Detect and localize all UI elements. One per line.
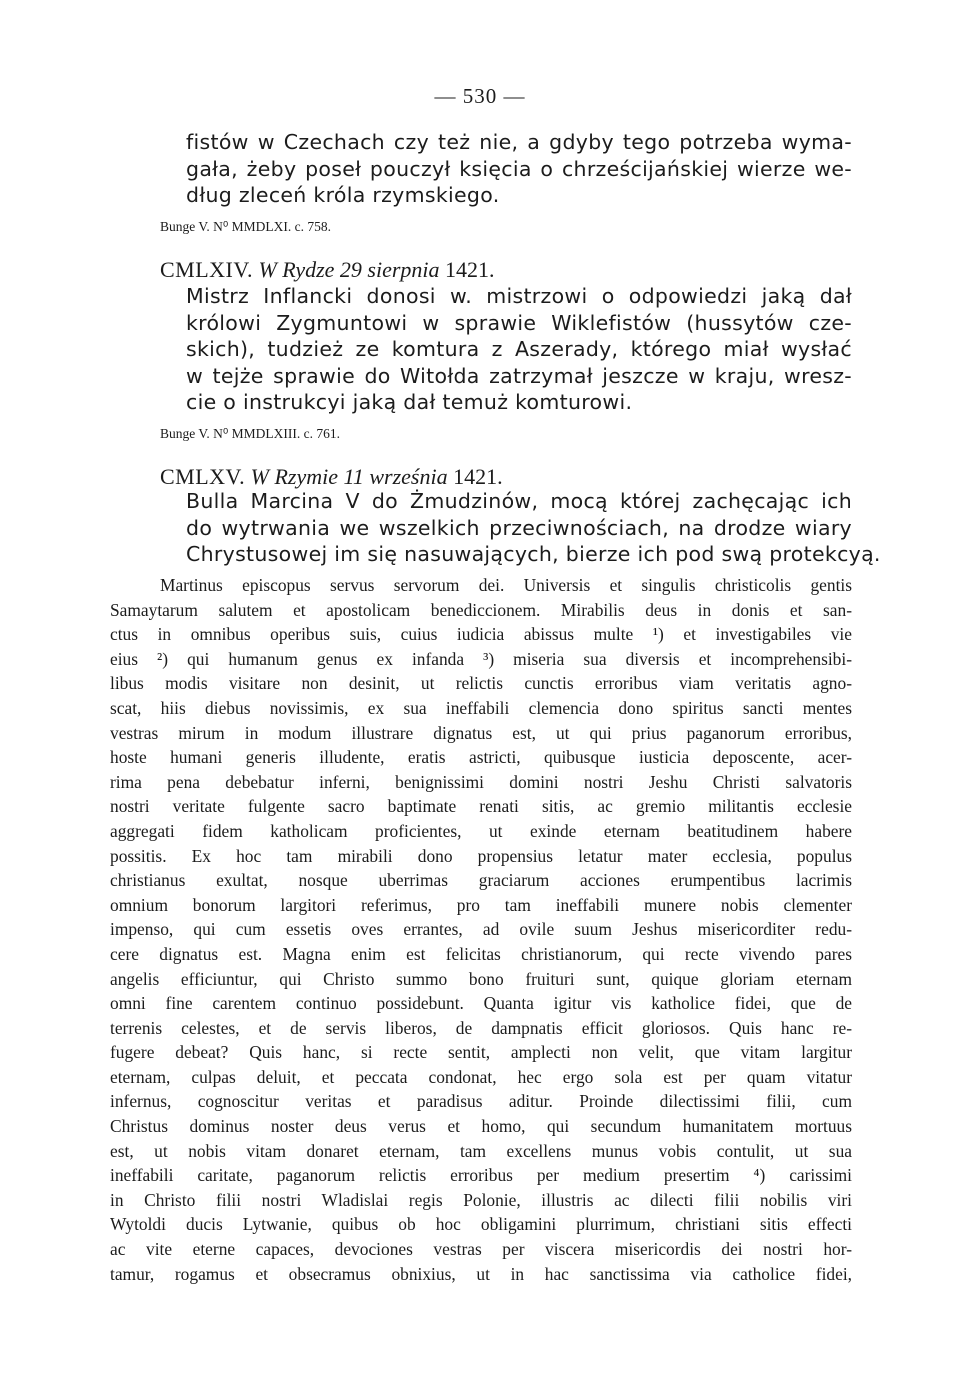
summary-line: w tejże sprawie do Witołda zatrzymał jeszcze w kraju, wresz-: [186, 363, 852, 388]
entry-summary-cmlxv: [186, 488, 881, 568]
summary-line: Mistrz Inflancki donosi w. mistrzowi o odpowiedzi jaką dał: [186, 284, 852, 308]
latin-line: eternam, culpas deluit, et peccata condonat, hec ergo sola est per quam vitatur: [110, 1066, 852, 1087]
summary-line: Bulla Marcina V do Żmudzinów, mocą której zachęcając ich: [186, 489, 852, 513]
latin-line: tamur, rogamus et obsecramus obnixius, ut in hac sanctissima via catholice fidei,: [110, 1263, 852, 1284]
entry-date: 29 sierpnia: [339, 257, 440, 282]
entry-summary-cmlxiv: [186, 283, 852, 416]
latin-line: ineffabili caritate, paganorum relictis erroribus per medium presertim ⁴) carissimi: [110, 1165, 852, 1186]
latin-line: impenso, qui cum essetis oves errantes, ad ovile suum Jeshus misericorditer redu-: [110, 919, 852, 940]
summary-line: Chrystusowej im się nasuwających, bierze ich pod swą protekcyą.: [186, 542, 881, 566]
latin-line: possitis. Ex hoc tam mirabili dono propensius letatur mater ecclesia, populus: [110, 845, 852, 866]
latin-line: omnium bonorum largitori referimus, pro tam ineffabili munere nobis clementer: [110, 894, 852, 915]
entry-place: W Rzymie: [250, 464, 338, 489]
latin-line: eius ²) qui humanum genus ex infanda ³) miseria sua diversis et incomprehensibi-: [110, 648, 852, 669]
latin-line: hoste humani generis illudente, eratis astricti, quibusque iusticia deposcente, acer-: [110, 747, 852, 768]
latin-line: infernus, cognoscitur veritas et paradisus aditur. Proinde dilectissimi filii, cum: [110, 1091, 852, 1112]
page-number: — 530 —: [434, 84, 526, 108]
latin-line: Wytoldi ducis Lytwanie, quibus ob hoc obligamini plurrimum, christiani sitis effecti: [110, 1214, 852, 1235]
entry-reference-cmlxiv: Bunge V. N⁰ MMDLXIII. c. 761.: [160, 426, 341, 441]
latin-line: in Christo filii nostri Wladislai regis Polonie, illustris ac dilecti filii nobilis viri: [110, 1189, 852, 1210]
summary-line: skich), tudzież ze komtura z Aszerady, którego miał wysłać: [186, 337, 852, 361]
latin-line: Martinus episcopus servus servorum dei. Universis et singulis christicolis gentis: [160, 575, 852, 595]
latin-line: libus modis visitare non desinit, ut relictis cunctis erroribus viam veritatis agno-: [110, 673, 852, 694]
summary-line: królowi Zygmuntowi w sprawie Wiklefistów (hussytów cze-: [186, 310, 852, 335]
latin-line: angelis efficiuntur, qui Christo summo bono fruituri sunt, quique gloriam eternam: [110, 968, 852, 989]
latin-line: nostri veritate fulgente sacro baptimate renati sitis, ac gremio militantis ecclesie: [110, 796, 852, 817]
entry-year: 1421.: [445, 257, 495, 282]
summary-line: cie o instrukcyi jaką dał temuż komturowi.: [186, 390, 633, 414]
latin-line: ctus in omnibus operibus suis, cuius iudicia abissus multe ¹) et investigabiles vie: [110, 624, 852, 645]
entry-heading-cmlxv: [160, 464, 503, 490]
latin-line: Christus dominus noster deus verus et homo, qui secundum humanitatem mortuus: [110, 1116, 852, 1137]
latin-line: aggregati fidem katholicam proficientes, ut exinde eternam beatitudinem habere: [110, 820, 852, 841]
latin-line: scat, hiis diebus novissimis, ex sua ineffabili clemencia dono spiritus sancti mentes: [110, 697, 852, 718]
latin-line: rima pena debebatur inferni, benignissimi domini nostri Jeshu Christi salvatoris: [110, 771, 852, 792]
latin-line: omni fine carentem continuo possidebunt. Quanta igitur vis katholice fidei, que de: [110, 993, 852, 1014]
latin-line: Samaytarum salutem et apostolicam benediccionem. Mirabilis deus in donis et san-: [110, 599, 852, 620]
intro-line: gała, żeby poseł pouczył księcia o chrześcijańskiej wierze we-: [186, 156, 852, 181]
latin-line: ac vite eterne capaces, devociones vestras per viscera misericordis dei nostri hor-: [110, 1239, 852, 1260]
intro-reference: Bunge V. N⁰ MMDLXI. c. 758.: [160, 219, 332, 234]
entry-number: CMLXV.: [160, 464, 246, 489]
entry-heading-cmlxiv: [160, 257, 495, 283]
summary-line: do wytrwania we wszelkich przeciwnościach, na drodze wiary: [186, 515, 852, 540]
latin-line: christianus exultat, nosque uberrimas graciarum acciones erumpentibus lacrimis: [110, 870, 852, 891]
latin-line: cere dignatus est. Magna enim est felicitas christianorum, qui recte vivendo pares: [110, 943, 852, 964]
entry-number: CMLXIV.: [160, 257, 253, 282]
latin-bull-text: [110, 573, 852, 1286]
entry-year: 1421.: [453, 464, 503, 489]
intro-paragraph: [186, 129, 852, 209]
entry-place: W Rydze: [258, 257, 335, 282]
latin-line: fugere debeat? Quis hanc, si recte sentit, amplecti non velit, que vitam largitur: [110, 1042, 852, 1063]
latin-line: est, ut nobis vitam donaret eternam, tam excellens munus vobis contulit, ut sua: [110, 1140, 852, 1161]
intro-line: dług zleceń króla rzymskiego.: [186, 183, 500, 207]
intro-line: fistów w Czechach czy też nie, a gdyby tego potrzeba wyma-: [186, 130, 852, 154]
latin-line: terrenis celestes, et de servis liberos, de dampnatis efficit gloriosos. Quis hanc re-: [110, 1017, 852, 1038]
entry-date: 11 września: [343, 464, 448, 489]
latin-line: vestras mirum in modum illustrare dignatus est, ut qui prius paganorum erroribus,: [110, 722, 852, 743]
